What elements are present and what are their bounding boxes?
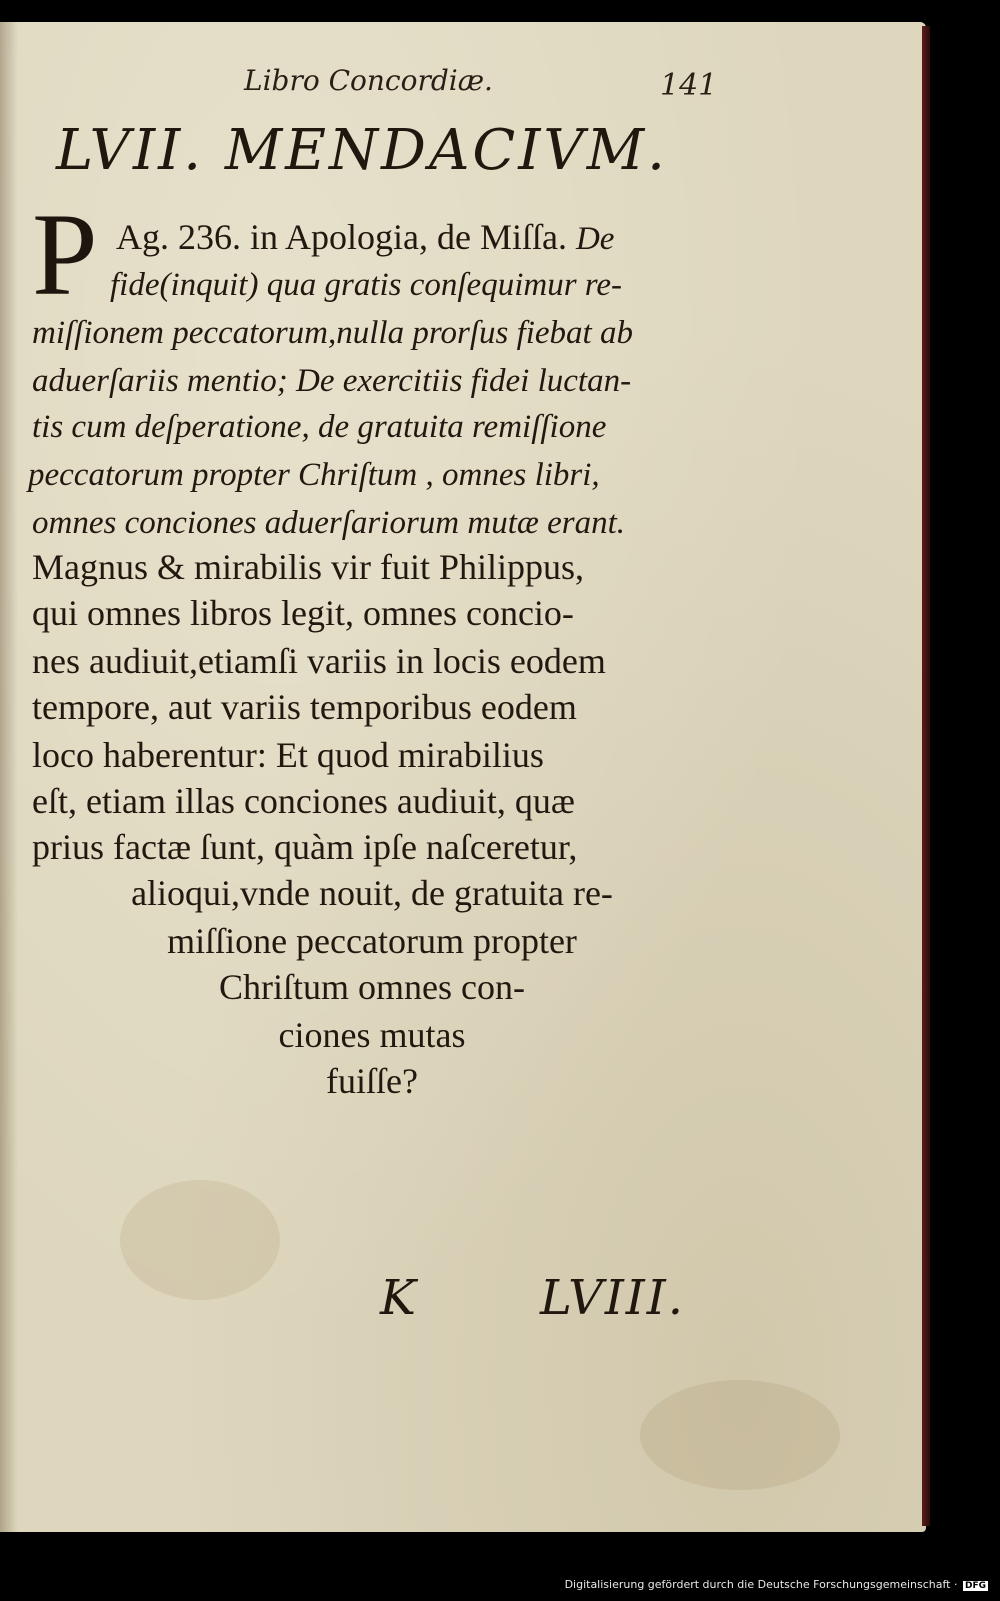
page-number: 141 [660, 68, 718, 103]
text-line: fide(inquit) qua gratis conſequimur re- [110, 267, 623, 303]
text-line: eſt, etiam illas conciones audiuit, quæ [32, 781, 575, 821]
page-edge [922, 26, 930, 1526]
signature-mark: K [380, 1270, 416, 1326]
text-line: peccatorum propter Chriſtum , omnes libri, [28, 457, 600, 493]
digitization-credit [540, 1578, 988, 1591]
text-line: nes audiuit,etiamſi variis in locis eodem [32, 641, 606, 681]
dfg-logo: DFG [964, 1581, 986, 1591]
text-line: miſſione peccatorum propter [167, 921, 577, 961]
text-line: Magnus & mirabilis vir fuit Philippus, [32, 547, 585, 587]
text-line: Chriſtum omnes con- [219, 967, 525, 1007]
text-line [116, 214, 614, 262]
text-line: ciones mutas [278, 1015, 466, 1055]
text-line: omnes conciones aduerſariorum mutæ erant. [32, 505, 626, 541]
paper-stain [120, 1180, 280, 1300]
paper-stain [640, 1380, 840, 1490]
text-line: tis cum deſperatione, de gratuita remiſſione [32, 409, 607, 445]
running-head: Libro Concordiæ. [244, 64, 493, 97]
credit-text: Digitalisierung gefördert durch die Deutsche Forschungsgemeinschaft · [564, 1578, 958, 1591]
drop-cap: P [32, 189, 98, 320]
gutter-shadow [0, 22, 18, 1532]
catchword: LVIII. [540, 1270, 685, 1326]
text-line: aduerſariis mentio; De exercitiis fidei luctan- [32, 363, 632, 399]
chapter-title: LVII. MENDACIVM. [56, 118, 668, 183]
text-line: loco haberentur: Et quod mirabilius [32, 735, 544, 775]
text-line-italic: De [575, 221, 615, 257]
text-line: alioqui,vnde nouit, de gratuita re- [131, 873, 613, 913]
text-line: fuiſſe? [326, 1061, 418, 1101]
text-line-roman: Ag. 236. in Apologia, de Miſſa. [116, 217, 567, 257]
text-line: miſſionem peccatorum,nulla prorſus fiebat ab [32, 315, 633, 351]
text-line: tempore, aut variis temporibus eodem [32, 687, 577, 727]
text-line: prius factæ ſunt, quàm ipſe naſceretur, [32, 827, 578, 867]
text-line: qui omnes libros legit, omnes concio- [32, 593, 574, 633]
